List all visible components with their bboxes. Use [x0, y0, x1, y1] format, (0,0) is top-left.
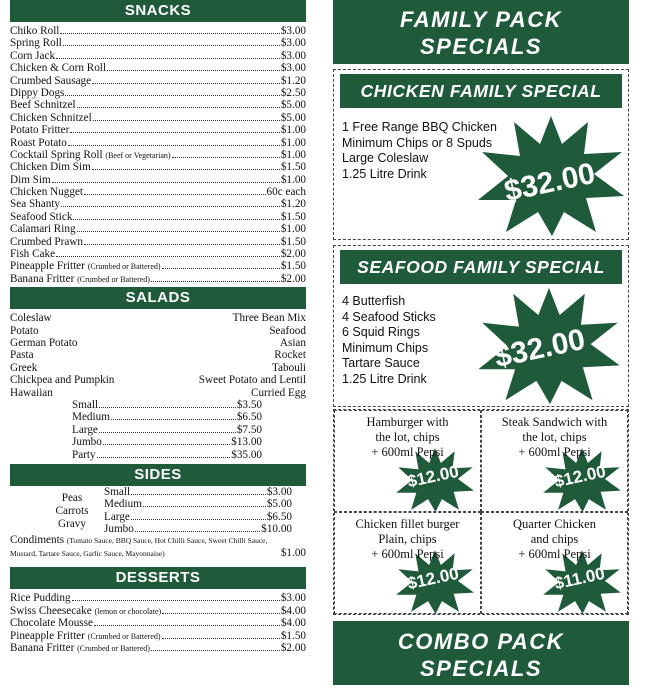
leader-dots: [56, 58, 280, 59]
special-line: 6 Squid Rings: [342, 325, 420, 340]
leader-dots: [97, 457, 231, 458]
menu-row: [10, 124, 306, 136]
salad-row: [10, 337, 306, 349]
side-name: Carrots: [55, 504, 89, 517]
item-price: $4.00: [280, 604, 306, 617]
menu-row: [10, 617, 306, 629]
menu-row: [10, 149, 306, 161]
meal-deals-grid: [333, 409, 629, 615]
item-price: 60c each: [266, 186, 306, 199]
chicken-special-title: CHICKEN FAMILY SPECIAL: [340, 74, 622, 108]
salad-row: [10, 312, 306, 324]
leader-dots: [151, 281, 280, 282]
item-price: $1.00: [280, 223, 306, 236]
leader-dots: [92, 83, 280, 84]
item-name-text: Medium: [104, 498, 142, 511]
item-name: [72, 424, 98, 436]
salad-row: [10, 374, 306, 386]
item-price: $7.50: [236, 423, 262, 436]
item-note: (Crumbed or Battered): [77, 274, 150, 284]
salad-size-row: [72, 411, 262, 423]
item-name: [10, 25, 59, 37]
leader-dots: [135, 531, 260, 532]
salad-size-row: [72, 424, 262, 436]
sides-section: [10, 486, 306, 536]
item-note: (Crumbed or Battered): [87, 262, 161, 272]
item-price: $1.50: [280, 161, 306, 174]
leader-dots: [92, 169, 280, 170]
menu-row: [10, 174, 306, 186]
meal-deal-line: + 600ml Pepsi: [371, 547, 444, 561]
leader-dots: [63, 45, 280, 46]
meal-deal: [334, 512, 481, 614]
salads-header: SALADS: [10, 287, 306, 309]
side-name: Peas: [61, 491, 83, 504]
menu-row: [10, 642, 306, 654]
item-price: $5.00: [280, 99, 306, 112]
salad-name: Three Bean Mix: [232, 312, 306, 325]
item-name-text: Party: [72, 448, 96, 461]
item-note: (Beef or Vegetarian): [105, 150, 171, 160]
special-line: 1.25 Litre Drink: [342, 371, 427, 386]
leader-dots: [107, 70, 280, 71]
side-size-row: [104, 498, 292, 510]
sides-header: SIDES: [10, 464, 306, 486]
snacks-list: [10, 22, 306, 285]
salad-name: Coleslaw: [10, 312, 52, 325]
item-name-text: Large: [72, 423, 98, 436]
item-name-text: Pineapple Fritter: [10, 629, 85, 642]
combo-pack-title-line1: COMBO PACK: [397, 629, 565, 654]
salad-name: German Potato: [10, 336, 78, 349]
menu-row: [10, 37, 306, 49]
item-name: [10, 605, 161, 617]
leader-dots: [103, 444, 230, 445]
menu-row: [10, 186, 306, 198]
item-price: $6.50: [266, 510, 292, 523]
leader-dots: [111, 419, 236, 420]
salad-size-row: [72, 436, 262, 448]
item-name-text: Chicken Schnitzel: [10, 111, 92, 124]
leader-dots: [70, 132, 279, 133]
meal-deal: [334, 410, 481, 512]
item-name-text: Chicken Nugget: [10, 186, 84, 199]
combo-pack-banner: [333, 621, 629, 685]
item-price: $1.50: [280, 629, 306, 642]
menu-row: [10, 137, 306, 149]
menu-row: [10, 223, 306, 235]
item-name: [10, 260, 161, 272]
item-price: $2.50: [280, 86, 306, 99]
salad-row: [10, 387, 306, 399]
menu-row: [10, 236, 306, 248]
item-price: $5.00: [280, 111, 306, 124]
salad-name: Potato: [10, 324, 39, 337]
item-name: [10, 37, 62, 49]
item-name-text: Pineapple Fritter: [10, 260, 85, 273]
leader-dots: [72, 600, 280, 601]
leader-dots: [84, 194, 266, 195]
item-name-text: Potato Fritter: [10, 124, 70, 137]
item-name: [10, 62, 106, 74]
salad-size-row: [72, 449, 262, 461]
item-name: [10, 186, 83, 198]
item-name: [10, 236, 83, 248]
condiments-note-2: Mustard, Tartare Sauce, Garlic Sauce, Mayonnaise): [10, 548, 165, 558]
item-name: [10, 137, 67, 149]
leader-dots: [84, 244, 280, 245]
menu-row: [10, 630, 306, 642]
item-price: $10.00: [261, 523, 292, 536]
item-name: [10, 630, 161, 642]
meal-deal-description: [335, 517, 480, 562]
item-name-text: Banana Fritter: [10, 641, 75, 654]
item-name-text: Crumbed Prawn: [10, 235, 84, 248]
meal-deal-description: [482, 415, 627, 460]
item-name-text: Jumbo: [72, 436, 102, 449]
item-name-text: Corn Jack: [10, 49, 56, 62]
item-name-text: Roast Potato: [10, 136, 67, 149]
menu-row: [10, 211, 306, 223]
leader-dots: [52, 182, 280, 183]
menu-row: [10, 605, 306, 617]
leader-dots: [131, 494, 266, 495]
item-price: $2.00: [280, 641, 306, 654]
item-price: $3.50: [236, 398, 262, 411]
meal-deal-description: [482, 517, 627, 562]
left-menu-column: [10, 0, 306, 654]
menu-row: [10, 25, 306, 37]
condiments-note: (Tomato Sauce, BBQ Sauce, Hot Chilli Sauce, Sweet Chilli Sauce,: [66, 536, 268, 546]
leader-dots: [60, 33, 279, 34]
item-name: [10, 161, 91, 173]
item-name-text: Chicken Dim Sim: [10, 161, 91, 174]
meal-deal-price: $12.00: [405, 563, 461, 594]
meal-deal-line: + 600ml Pepsi: [518, 547, 591, 561]
special-line: Large Coleslaw: [342, 151, 429, 166]
meal-deal-price: $11.00: [552, 563, 607, 594]
meal-deal-line: the lot, chips: [522, 430, 587, 444]
sides-names: [10, 486, 104, 536]
item-name-text: Large: [104, 510, 130, 523]
item-name-text: Medium: [72, 411, 110, 424]
item-name-text: Fish Cake: [10, 248, 56, 261]
item-name-text: Sea Shanty: [10, 198, 61, 211]
item-name: [10, 149, 171, 161]
leader-dots: [77, 107, 280, 108]
family-pack-banner: [333, 0, 629, 64]
seafood-special-title: SEAFOOD FAMILY SPECIAL: [340, 250, 622, 284]
meal-deal-line: + 600ml Pepsi: [371, 445, 444, 459]
menu-row: [10, 273, 306, 285]
item-price: $1.50: [280, 235, 306, 248]
item-name: [10, 592, 71, 604]
leader-dots: [172, 157, 280, 158]
item-name: [10, 99, 76, 111]
item-name: [10, 617, 93, 629]
meal-deal-description: [335, 415, 480, 460]
salad-name: Curried Egg: [251, 386, 306, 399]
item-name-text: Beef Schnitzel: [10, 99, 76, 112]
item-name-text: Calamari Ring: [10, 223, 76, 236]
desserts-list: [10, 589, 306, 654]
item-name: [10, 198, 60, 210]
item-price: $1.00: [280, 148, 306, 161]
meal-deal-line: Plain, chips: [378, 532, 437, 546]
salad-sizes-list: [10, 399, 262, 461]
leader-dots: [151, 650, 280, 651]
item-price: $1.20: [280, 74, 306, 87]
item-name-text: Chiko Roll: [10, 25, 60, 37]
meal-deal-line: Chicken fillet burger: [355, 517, 460, 531]
meal-deal-line: + 600ml Pepsi: [518, 445, 591, 459]
item-name: [10, 642, 150, 654]
item-name-text: Spring Roll: [10, 37, 62, 50]
item-price: $3.00: [266, 485, 292, 498]
menu-row: [10, 260, 306, 272]
menu-row: [10, 99, 306, 111]
item-name: [10, 248, 55, 260]
special-line: 1.25 Litre Drink: [342, 166, 427, 181]
item-note: (lemon or chocolate): [94, 606, 162, 616]
item-name: [72, 411, 110, 423]
item-price: $3.00: [280, 49, 306, 62]
item-name-text: Jumbo: [104, 523, 134, 536]
item-price: $4.00: [280, 617, 306, 630]
salad-name: Pasta: [10, 349, 34, 362]
side-size-row: [104, 511, 292, 523]
item-price: $3.00: [280, 592, 306, 605]
salad-name: Seafood: [269, 324, 306, 337]
leader-dots: [56, 256, 280, 257]
item-name: [10, 50, 55, 62]
item-price: $1.50: [280, 260, 306, 273]
special-line: 1 Free Range BBQ Chicken: [342, 120, 497, 134]
leader-dots: [143, 506, 266, 507]
item-note: (Crumbed or Battered): [87, 631, 161, 641]
salad-name: Tabouli: [271, 361, 306, 374]
condiments-row-2: [10, 547, 306, 559]
side-size-row: [104, 523, 292, 535]
salad-name: Greek: [10, 361, 38, 374]
side-sizes-list: [104, 486, 306, 536]
item-name: [10, 87, 64, 99]
item-name: [10, 273, 150, 285]
special-line: Minimum Chips: [342, 340, 429, 355]
meal-deal: [481, 512, 628, 614]
item-name-text: Dim Sim: [10, 173, 51, 186]
menu-row: [10, 592, 306, 604]
leader-dots: [162, 268, 280, 269]
special-line: Tartare Sauce: [342, 356, 420, 371]
item-name-text: Chicken & Corn Roll: [10, 62, 107, 75]
item-name: [104, 523, 134, 535]
meal-deal-line: Hamburger with: [366, 415, 449, 429]
item-name-text: Small: [72, 398, 99, 411]
menu-row: [10, 161, 306, 173]
item-name: [104, 498, 142, 510]
menu-row: [10, 62, 306, 74]
leader-dots: [61, 206, 280, 207]
leader-dots: [77, 231, 280, 232]
salad-name: Chickpea and Pumpkin: [10, 374, 115, 387]
item-price: $1.20: [280, 198, 306, 211]
seafood-special-price: $32.00: [491, 322, 589, 375]
menu-row: [10, 87, 306, 99]
condiments-price: $1.00: [280, 546, 306, 559]
condiments-row: [10, 535, 306, 547]
item-name-text: Dippy Dogs: [10, 86, 65, 99]
salad-name: Asian: [279, 336, 306, 349]
item-name: [104, 511, 130, 523]
item-price: $1.00: [280, 173, 306, 186]
family-pack-title-line2: SPECIALS: [419, 34, 543, 59]
item-name-text: Banana Fritter: [10, 272, 75, 285]
salad-name: Hawaiian: [10, 386, 53, 399]
menu-row: [10, 112, 306, 124]
salad-row: [10, 362, 306, 374]
item-name-text: Rice Pudding: [10, 592, 71, 605]
leader-dots: [99, 432, 236, 433]
meal-deal-price: $12.00: [405, 461, 461, 492]
leader-dots: [99, 407, 236, 408]
item-price: $2.00: [280, 272, 306, 285]
item-price: $13.00: [231, 436, 262, 449]
item-name: [72, 436, 102, 448]
item-name: [10, 211, 72, 223]
desserts-header: DESSERTS: [10, 567, 306, 589]
meal-deal-line: the lot, chips: [375, 430, 440, 444]
item-name: [104, 486, 130, 498]
leader-dots: [93, 120, 280, 121]
chicken-family-special: [333, 69, 629, 240]
item-name: [10, 75, 91, 87]
side-size-row: [104, 486, 292, 498]
item-price: $2.00: [280, 248, 306, 261]
item-name: [10, 174, 51, 186]
item-price: $3.00: [280, 62, 306, 75]
item-name: [72, 399, 98, 411]
leader-dots: [73, 219, 279, 220]
salad-name: Rocket: [274, 349, 306, 362]
seafood-family-special: [333, 245, 629, 407]
leader-dots: [94, 625, 280, 626]
item-name: [72, 449, 96, 461]
item-name-text: Crumbed Sausage: [10, 74, 92, 87]
item-price: $1.00: [280, 124, 306, 137]
leader-dots: [65, 95, 279, 96]
item-name-text: Cocktail Spring Roll: [10, 148, 103, 161]
menu-row: [10, 50, 306, 62]
snacks-header: SNACKS: [10, 0, 306, 22]
right-specials-column: [333, 0, 629, 685]
item-name-text: Seafood Stick: [10, 210, 73, 223]
chicken-special-price: $32.00: [501, 156, 599, 209]
meal-deal-price: $12.00: [552, 461, 608, 492]
item-name: [10, 223, 76, 235]
meal-deal-line: Quarter Chicken: [513, 517, 596, 531]
salads-list: [10, 309, 306, 399]
item-name: [10, 124, 69, 136]
leader-dots: [162, 638, 280, 639]
leader-dots: [68, 145, 280, 146]
meal-deal-line: Steak Sandwich with: [501, 415, 608, 429]
meal-deal-line: and chips: [530, 532, 579, 546]
item-price: $35.00: [231, 448, 262, 461]
salad-row: [10, 325, 306, 337]
menu-row: [10, 198, 306, 210]
item-name: [10, 112, 92, 124]
leader-dots: [131, 519, 266, 520]
family-pack-title-line1: FAMILY PACK: [400, 7, 562, 32]
special-line: 4 Butterfish: [342, 294, 406, 308]
leader-dots: [162, 613, 280, 614]
side-name: Gravy: [58, 517, 86, 530]
item-price: $3.00: [280, 37, 306, 50]
special-line: Minimum Chips or 8 Spuds: [342, 135, 493, 150]
meal-deal: [481, 410, 628, 512]
menu-row: [10, 248, 306, 260]
item-name-text: Chocolate Mousse: [10, 617, 93, 630]
item-name-text: Small: [104, 485, 131, 498]
condiments-label: Condiments: [10, 534, 65, 547]
combo-pack-title-line2: SPECIALS: [419, 656, 543, 681]
item-price: $1.50: [280, 210, 306, 223]
salad-row: [10, 349, 306, 361]
salad-name: Sweet Potato and Lentil: [198, 374, 306, 387]
special-line: 4 Seafood Sticks: [342, 309, 436, 324]
item-note: (Crumbed or Battered): [77, 643, 150, 653]
item-price: $5.00: [266, 498, 292, 511]
salad-size-row: [72, 399, 262, 411]
menu-row: [10, 75, 306, 87]
item-name-text: Swiss Cheesecake: [10, 604, 92, 617]
item-price: $1.00: [280, 136, 306, 149]
item-price: $3.00: [280, 25, 306, 37]
item-price: $6.50: [236, 411, 262, 424]
